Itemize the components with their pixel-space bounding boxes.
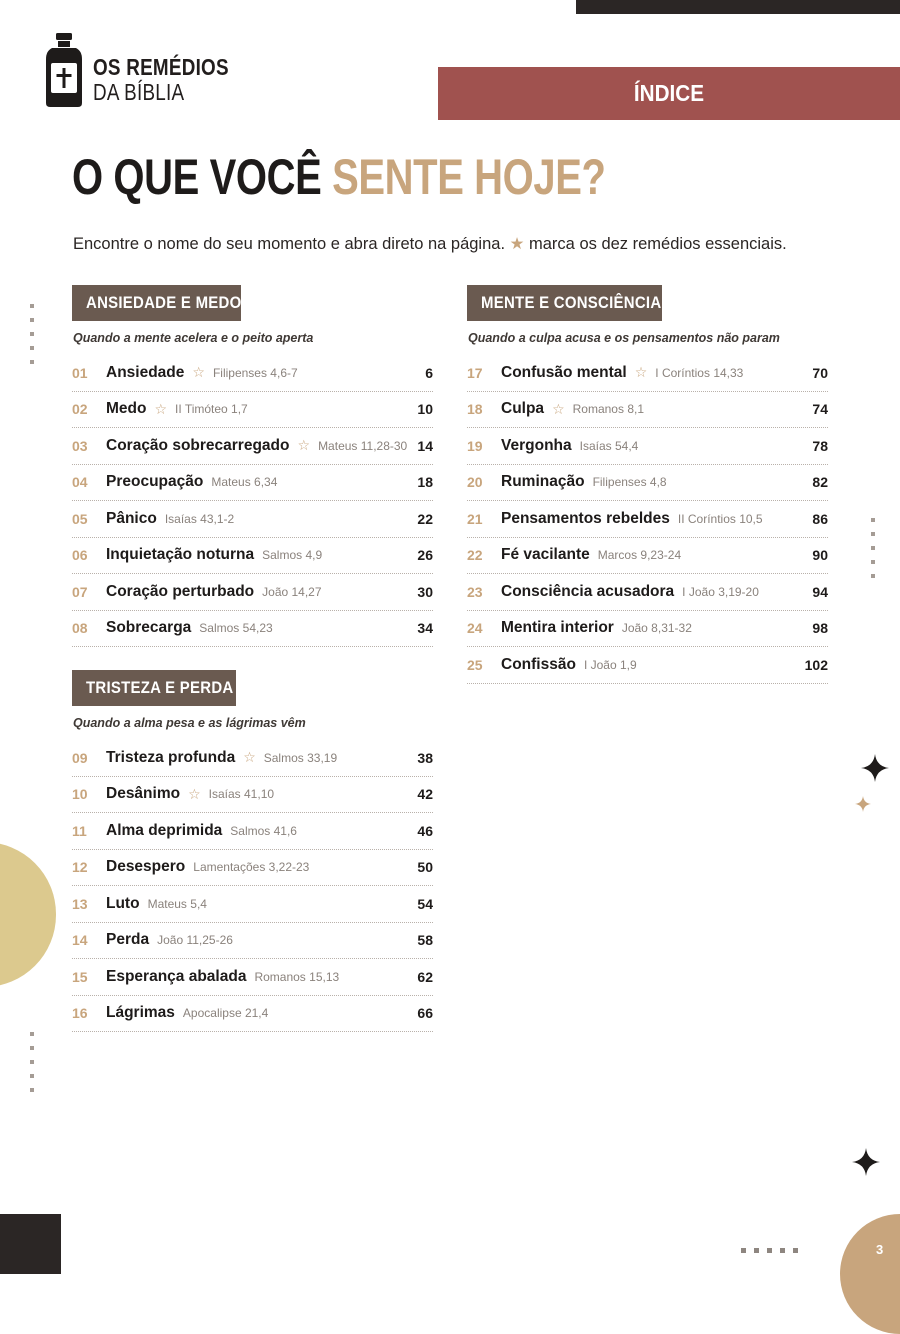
page-number: 3 xyxy=(876,1242,884,1257)
dots-decoration xyxy=(30,1032,34,1102)
corner-block-decoration xyxy=(0,1214,61,1274)
entry-name: Preocupação xyxy=(106,473,204,491)
entry-number: 20 xyxy=(467,474,483,491)
page-ref: 50 xyxy=(417,859,433,876)
bible-reference: Romanos 8,1 xyxy=(572,402,644,417)
intro-before: Encontre o nome do seu momento e abra direto na página. xyxy=(73,235,506,253)
entry-number: 08 xyxy=(72,620,88,637)
entry-name: Alma deprimida xyxy=(106,821,223,839)
entry-number: 15 xyxy=(72,968,88,985)
toc-row[interactable] xyxy=(72,465,433,502)
page-ref: 86 xyxy=(812,510,828,527)
bible-reference: Mateus 11,28-30 xyxy=(318,438,408,453)
toc-row[interactable] xyxy=(72,813,433,850)
toc-row[interactable] xyxy=(467,611,828,648)
entry-number: 24 xyxy=(467,620,483,637)
page-ref: 74 xyxy=(812,401,828,418)
page-ref: 10 xyxy=(417,401,433,418)
toc-row[interactable] xyxy=(72,777,433,814)
page-ref: 14 xyxy=(417,437,433,454)
entry-name: Ruminação xyxy=(501,473,585,491)
toc-row[interactable] xyxy=(72,538,433,575)
entry-number: 19 xyxy=(467,437,483,454)
entry-name: Sobrecarga xyxy=(106,619,192,637)
toc-row[interactable] xyxy=(72,574,433,611)
entry-number: 01 xyxy=(72,364,88,381)
toc-row[interactable] xyxy=(467,355,828,392)
entry-name: Fé vacilante xyxy=(501,546,590,564)
dots-decoration xyxy=(30,304,34,374)
bible-reference: II Timóteo 1,7 xyxy=(175,402,248,417)
entry-name: Confusão mental xyxy=(501,363,627,381)
page-ref: 30 xyxy=(417,583,433,600)
star-icon: ☆ xyxy=(188,785,201,802)
brand-line-2: DA BÍBLIA xyxy=(93,79,185,105)
bible-reference: II Coríntios 10,5 xyxy=(677,511,763,526)
entry-name: Esperança abalada xyxy=(106,967,247,985)
entry-name: Desespero xyxy=(106,858,186,876)
bible-reference: I João 3,19-20 xyxy=(682,584,759,599)
entry-name: Ansiedade xyxy=(106,363,185,381)
page-ref: 78 xyxy=(812,437,828,454)
category-title: TRISTEZA E PERDA xyxy=(86,678,234,697)
toc-row[interactable] xyxy=(467,538,828,575)
category-header xyxy=(467,285,662,321)
page-ref: 90 xyxy=(812,547,828,564)
bible-reference: Mateus 6,34 xyxy=(211,475,278,490)
category-subtitle: Quando a mente acelera e o peito aperta xyxy=(73,331,314,345)
bible-reference: Marcos 9,23-24 xyxy=(597,548,682,563)
bible-reference: Isaías 43,1-2 xyxy=(164,511,235,526)
page-ref: 18 xyxy=(417,474,433,491)
page-ref: 42 xyxy=(417,786,433,803)
entry-name: Lágrimas xyxy=(106,1004,175,1022)
entry-name: Tristeza profunda xyxy=(106,748,236,766)
page-ref: 102 xyxy=(804,656,828,673)
bible-reference: Filipenses 4,6-7 xyxy=(212,365,298,380)
star-icon: ☆ xyxy=(552,400,565,417)
toc-row[interactable] xyxy=(467,647,828,684)
page-ref: 6 xyxy=(425,364,433,381)
category-subtitle: Quando a alma pesa e as lágrimas vêm xyxy=(73,716,306,730)
page-ref: 58 xyxy=(417,932,433,949)
entry-name: Pensamentos rebeldes xyxy=(501,509,670,527)
bible-reference: João 11,25-26 xyxy=(157,933,233,948)
page-ref: 34 xyxy=(417,620,433,637)
entry-number: 18 xyxy=(467,401,483,418)
toc-row[interactable] xyxy=(72,501,433,538)
toc-row[interactable] xyxy=(72,611,433,648)
page-ref: 66 xyxy=(417,1005,433,1022)
entry-number: 10 xyxy=(72,786,88,803)
bible-reference: Isaías 54,4 xyxy=(579,438,639,453)
entry-number: 25 xyxy=(467,656,483,673)
toc-row[interactable] xyxy=(467,501,828,538)
entry-name: Medo xyxy=(106,400,147,418)
dots-decoration xyxy=(741,1240,806,1258)
page-ref: 82 xyxy=(812,474,828,491)
star-icon: ☆ xyxy=(154,400,168,417)
star-icon: ☆ xyxy=(243,749,256,766)
entry-number: 11 xyxy=(72,822,87,839)
entry-number: 02 xyxy=(72,401,88,418)
corner-circle-decoration xyxy=(840,1214,900,1334)
bible-reference: Lamentações 3,22-23 xyxy=(193,860,310,875)
toc-row[interactable] xyxy=(72,959,433,996)
page-ref: 70 xyxy=(812,364,828,381)
medicine-bottle-icon xyxy=(46,33,82,107)
index-banner xyxy=(438,67,900,120)
page-ref: 54 xyxy=(417,895,433,912)
entry-number: 16 xyxy=(72,1005,88,1022)
entry-number: 05 xyxy=(72,510,88,527)
toc-row[interactable] xyxy=(72,355,433,392)
entry-number: 12 xyxy=(72,859,88,876)
entry-name: Desânimo xyxy=(106,785,181,803)
entry-name: Coração sobrecarregado xyxy=(106,436,290,454)
sparkle-icon xyxy=(855,796,871,812)
bible-reference: Salmos 33,19 xyxy=(263,750,338,765)
entry-name: Culpa xyxy=(501,400,545,418)
bible-reference: Salmos 54,23 xyxy=(199,621,273,636)
entry-number: 21 xyxy=(467,510,483,527)
toc-row[interactable] xyxy=(72,923,433,960)
bible-reference: João 8,31-32 xyxy=(621,621,692,636)
entry-name: Vergonha xyxy=(501,436,572,454)
entry-number: 23 xyxy=(467,583,483,600)
entry-number: 06 xyxy=(72,547,88,564)
entry-number: 04 xyxy=(72,474,88,491)
entry-number: 17 xyxy=(467,364,483,381)
toc-row[interactable] xyxy=(72,996,433,1033)
category-subtitle: Quando a culpa acusa e os pensamentos não param xyxy=(468,331,780,345)
sparkle-icon xyxy=(861,754,889,782)
bible-reference: João 14,27 xyxy=(262,584,322,599)
star-icon: ★ xyxy=(509,235,525,253)
bible-reference: I João 1,9 xyxy=(583,657,637,672)
category-header xyxy=(72,670,236,706)
entry-name: Luto xyxy=(106,894,140,912)
category-header xyxy=(72,285,241,321)
page-ref: 26 xyxy=(417,547,433,564)
page-ref: 38 xyxy=(417,749,433,766)
dots-decoration xyxy=(871,518,875,588)
star-icon: ☆ xyxy=(297,437,311,454)
bible-reference: Salmos 4,9 xyxy=(262,548,323,563)
star-icon: ☆ xyxy=(634,364,648,381)
bible-reference: Romanos 15,13 xyxy=(254,969,340,984)
toc-row[interactable] xyxy=(72,886,433,923)
page-ref: 46 xyxy=(417,822,433,839)
entry-name: Coração perturbado xyxy=(106,582,255,600)
bible-reference: Filipenses 4,8 xyxy=(592,475,667,490)
top-bar-decoration xyxy=(576,0,900,14)
toc-row[interactable] xyxy=(72,740,433,777)
toc-row[interactable] xyxy=(467,574,828,611)
bible-reference: Mateus 5,4 xyxy=(147,896,207,911)
title-accent: SENTE HOJE? xyxy=(332,149,606,205)
brand-line-1: OS REMÉDIOS xyxy=(93,54,229,80)
bible-reference: Apocalipse 21,4 xyxy=(182,1006,269,1021)
entry-number: 22 xyxy=(467,547,483,564)
bible-reference: Isaías 41,10 xyxy=(208,787,275,802)
blob-decoration xyxy=(0,842,56,987)
index-label: ÍNDICE xyxy=(633,80,705,106)
category-title: ANSIEDADE E MEDO xyxy=(86,293,242,312)
toc-list xyxy=(467,355,828,684)
entry-number: 13 xyxy=(72,895,88,912)
toc-row[interactable] xyxy=(467,428,828,465)
entry-name: Confissão xyxy=(501,655,576,673)
star-icon: ☆ xyxy=(192,364,205,381)
entry-number: 07 xyxy=(72,583,88,600)
sparkle-icon xyxy=(852,1148,880,1176)
toc-list xyxy=(72,740,433,1032)
toc-row[interactable] xyxy=(72,428,433,465)
category-title: MENTE E CONSCIÊNCIA xyxy=(481,293,662,312)
page-ref: 62 xyxy=(417,968,433,985)
entry-number: 14 xyxy=(72,932,88,949)
page-ref: 98 xyxy=(812,620,828,637)
toc-row[interactable] xyxy=(467,392,828,429)
entry-number: 03 xyxy=(72,437,88,454)
title-main: O QUE VOCÊ xyxy=(72,149,322,205)
entry-name: Perda xyxy=(106,931,150,949)
page-title xyxy=(72,148,606,206)
intro-after: marca os dez remédios essenciais. xyxy=(529,235,787,253)
toc-list xyxy=(72,355,433,647)
entry-name: Pânico xyxy=(106,509,157,527)
intro-text xyxy=(73,234,787,254)
toc-row[interactable] xyxy=(72,392,433,429)
entry-name: Mentira interior xyxy=(501,619,614,637)
entry-name: Consciência acusadora xyxy=(501,582,675,600)
toc-row[interactable] xyxy=(72,850,433,887)
bible-reference: I Coríntios 14,33 xyxy=(655,365,744,380)
bible-reference: Salmos 41,6 xyxy=(230,823,297,838)
page-ref: 94 xyxy=(812,583,828,600)
entry-number: 09 xyxy=(72,749,88,766)
toc-row[interactable] xyxy=(467,465,828,502)
page-ref: 22 xyxy=(417,510,433,527)
entry-name: Inquietação noturna xyxy=(106,546,255,564)
